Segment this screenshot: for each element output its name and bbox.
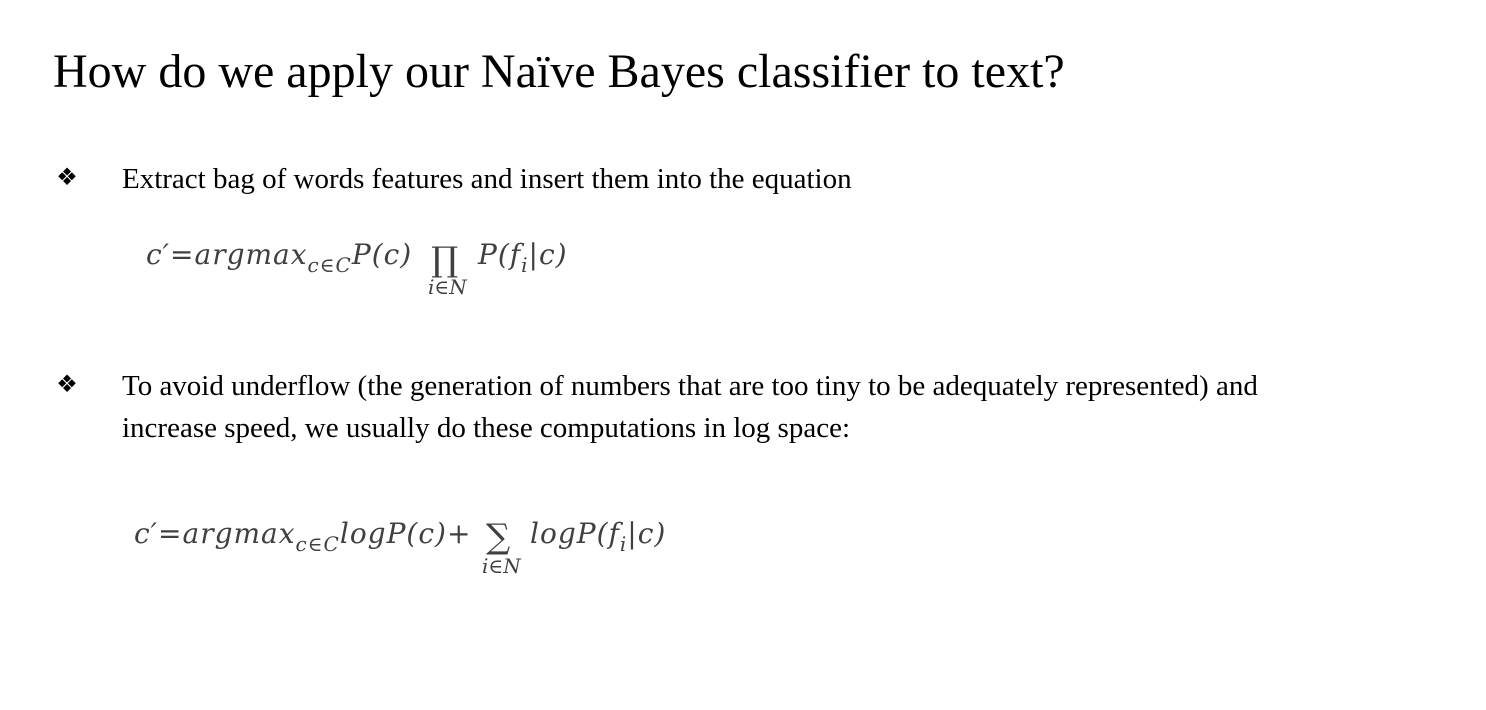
eq1-operator-subscript: i∈N xyxy=(428,275,467,299)
eq1-argmax-subscript: c∈C xyxy=(307,253,352,277)
eq1-likelihood-index: i xyxy=(521,253,529,277)
eq2-prior: logP(c)+ xyxy=(339,517,472,550)
svg-text:logP(fi|c) xyxy=(530,517,666,556)
eq1-likelihood-close: |c) xyxy=(528,238,568,271)
eq2-likelihood-index: i xyxy=(619,532,628,556)
svg-text:P(fi|c) xyxy=(477,238,568,277)
bullet-diamond-icon: ❖ xyxy=(56,165,78,191)
sum-operator: ∑ xyxy=(486,517,511,557)
eq2-lhs: c′=argmax xyxy=(134,517,296,550)
eq1-lhs: c′=argmax xyxy=(146,238,308,271)
product-operator: ∏ xyxy=(431,240,459,280)
eq1-likelihood-open: P(f xyxy=(478,238,522,271)
eq2-likelihood-close: |c) xyxy=(627,517,667,550)
bullet-diamond-icon: ❖ xyxy=(56,372,78,398)
eq1-prior: P(c) xyxy=(351,238,413,271)
eq2-argmax-subscript: c∈C xyxy=(295,532,340,556)
equation-log-form xyxy=(134,505,694,585)
bullet-text-log-space-line-1: To avoid underflow (the generation of numbers that are too tiny to be adequately represented) and xyxy=(122,370,1258,402)
bullet-text-features: Extract bag of words features and insert them into the equation xyxy=(122,163,852,195)
svg-text:c′=argmaxc∈ClogP(c)+ xyxy=(134,517,471,556)
eq2-operator-subscript: i∈N xyxy=(482,554,521,578)
slide-title: How do we apply our Naïve Bayes classifier to text? xyxy=(53,45,1065,98)
svg-text:c′=argmaxc∈CP(c) xyxy=(146,238,412,277)
bullet-text-log-space-line-2: increase speed, we usually do these computations in log space: xyxy=(122,412,851,444)
eq2-likelihood-open: logP(f xyxy=(530,517,620,550)
equation-product-form xyxy=(146,226,606,306)
